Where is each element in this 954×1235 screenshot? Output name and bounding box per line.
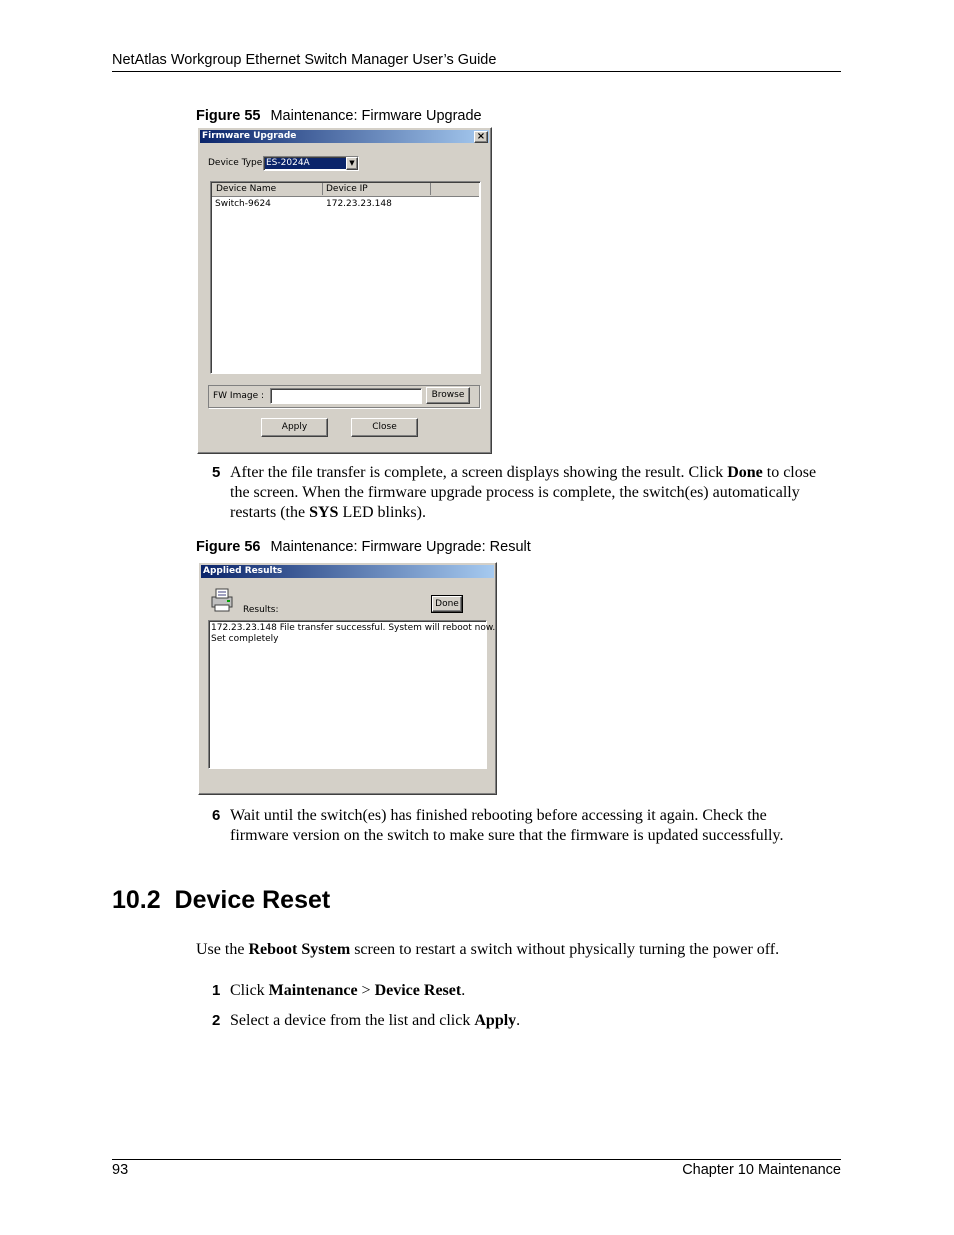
fw-image-input[interactable] (270, 388, 422, 404)
step-number: 2 (212, 1012, 221, 1029)
results-textarea[interactable] (208, 620, 496, 769)
running-header: NetAtlas Workgroup Ethernet Switch Manager User’s Guide (112, 52, 497, 68)
figure-56-caption (196, 539, 531, 555)
step-text: Wait until the switch(es) has finished rebooting before accessing it again. Check the firmware version on the switch to make sure that the firmware is updated successfully. (230, 807, 784, 844)
device-type-label: Device Type (208, 158, 263, 168)
dialog-title: Applied Results (203, 566, 283, 576)
result-line-1: 172.23.23.148 File transfer successful. System will reboot now. (211, 623, 496, 633)
browse-button[interactable]: Browse (426, 387, 470, 404)
step-2 (212, 1011, 824, 1031)
dialog-titlebar (200, 130, 489, 143)
device-ip-cell: 172.23.23.148 (326, 199, 392, 209)
page-number: 93 (112, 1162, 129, 1178)
step-text: After the file transfer is complete, a screen displays showing the result. Click Done to close the screen. When the firmware upgrade process is complete, the switch(es) automatically restarts (the SYS LED blinks). (230, 464, 817, 521)
chevron-down-icon[interactable]: ▼ (346, 157, 358, 170)
figure-label: Figure 55 (196, 108, 261, 124)
step-number: 6 (212, 807, 221, 824)
figure-55-caption (196, 108, 482, 124)
step-number: 5 (212, 464, 221, 481)
results-label: Results: (243, 605, 279, 615)
table-row[interactable] (212, 198, 479, 210)
close-button[interactable]: Close (351, 418, 418, 437)
result-line-2: Set completely (211, 634, 279, 644)
apply-button[interactable]: Apply (261, 418, 328, 437)
figure-caption-text: Maintenance: Firmware Upgrade (270, 108, 482, 124)
device-name-cell: Switch-9624 (215, 199, 271, 209)
section-heading: 10.2 Device Reset (112, 886, 331, 914)
column-device-ip[interactable]: Device IP (323, 183, 431, 195)
device-type-select[interactable] (263, 156, 359, 171)
step-number: 1 (212, 982, 221, 999)
footer-rule (112, 1159, 841, 1160)
chapter-label: Chapter 10 Maintenance (682, 1162, 841, 1178)
firmware-upgrade-dialog (197, 127, 492, 454)
step-text: Click Maintenance > Device Reset. (230, 982, 466, 999)
column-device-name[interactable]: Device Name (212, 183, 323, 195)
step-1 (212, 981, 824, 1001)
step-5 (212, 463, 824, 525)
fw-image-group (208, 385, 480, 408)
dialog-titlebar (201, 565, 494, 578)
device-type-value: ES-2024A (265, 158, 346, 169)
device-table (210, 181, 481, 374)
close-icon[interactable]: × (474, 131, 488, 143)
fw-image-label: FW Image : (213, 391, 265, 401)
intro-paragraph: Use the Reboot System screen to restart a switch without physically turning the power off. (196, 941, 780, 958)
step-text: Select a device from the list and click Apply. (230, 1012, 521, 1029)
figure-caption-text: Maintenance: Firmware Upgrade: Result (270, 539, 531, 555)
printer-icon (209, 587, 235, 613)
step-6 (212, 806, 824, 848)
applied-results-dialog (198, 562, 497, 795)
dialog-title: Firmware Upgrade (202, 131, 297, 141)
header-rule (112, 71, 841, 72)
figure-label: Figure 56 (196, 539, 261, 555)
table-header (212, 183, 479, 197)
done-button[interactable]: Done (432, 596, 462, 612)
